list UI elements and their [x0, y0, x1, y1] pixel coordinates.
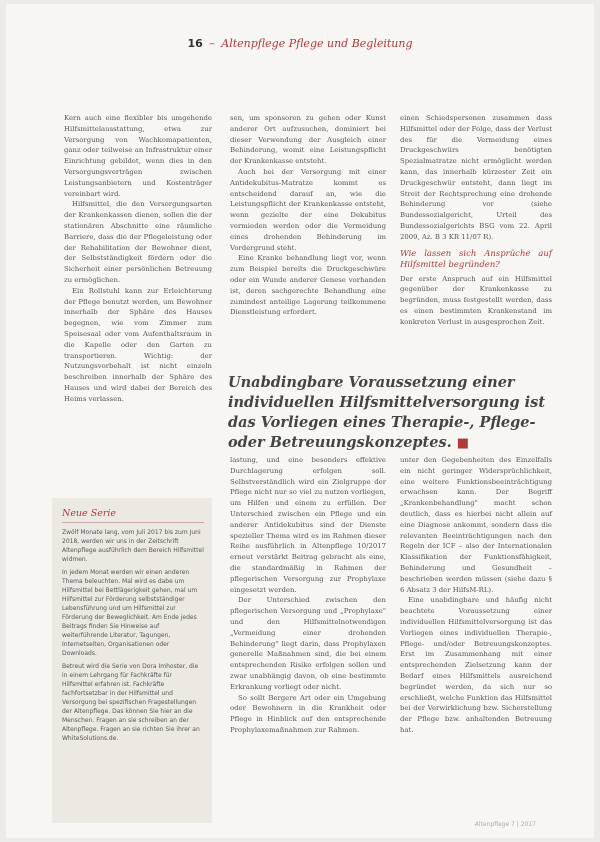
header-separator: –: [209, 37, 215, 50]
box-body: [62, 528, 204, 747]
paragraph: So sollt Bergere Art oder ein Umgebung oder Bewohnern in die Krankheit oder Pflege in Hinblick auf den entsprechende Prophylaxemaßnahmen zur Rahmen.: [230, 693, 386, 734]
page-header: [0, 37, 600, 50]
box-title: Neue Serie: [62, 508, 117, 519]
paragraph: Der erste Anspruch auf ein Hilfsmittel gegenüber der Krankenkasse zu begründen, muss festgestellt werden, dass es einen bestimmten Krankenstand im konkreten Verlust in ausgesprochen Zeit.: [400, 274, 552, 326]
text-column-1: [64, 113, 212, 405]
paragraph: Eine unabdingbare und häufig nicht beachtete Voraussetzung einer individuellen Hilfsmittelversorgung ist das Vorliegen eines individuellen Therapie-, Pflege- und/oder Betreuungskonzeptes. Erst im Zusammenhang mit einer entsprechenden Zielsetzung kann der Bedarf eines Hilfsmittels ausreichend begründet werden, da sich nur so erschließt, welche Funktion das Hilfsmittel bei der Verwirklichung bzw. Sicherstellung der Pflege bzw. anhaltenden Betreuung hat.: [400, 596, 552, 734]
paragraph: einen Schiedspersonen zusammen dass Hilfsmittel oder der Folge, dass der Verlust des für die Vermeidung eines Druckgeschwürs benötigten Spezialmatratze nicht ermöglicht werden kann, das innerhalb kürzester Zeit ein Druckgeschwür entsteht, dann liegt im Streit der Rechtsprechung eine drohende Behinderung vor (siehe Bundessozialgericht, Urteil des Bundessozialgerichts BSG vom 22. April 2009, Az. B 3 KR 11/07 R).: [400, 114, 552, 241]
paragraph: Kern auch eine flexibler bis umgehende Hilfsmittelausstattung, etwa zur Versorgung von Wachkomapatienten, ganz oder teilweise an Infrastruktur einer Einrichtung gebildet, wenn dies in den Versorgungsverträgen zwischen Leistungsanbietern und Kostenträger vereinbart wird.: [64, 114, 212, 198]
paragraph: Eine Kranke behandlung liegt vor, wenn zum Beispiel bereits die Druckgeschwüre oder ein Wunde anderer Genese vorhanden ist, deren sachgerechte Behandlung eine zumindest anteilige Lagerung teilkommene Dienstleistung erfordert.: [230, 254, 386, 317]
paragraph: Auch bei der Versorgung mit einer Antidekubitus-Matratze kommt es entscheidend darauf an, wie die Leistungspflicht der Krankenkasse entsteht, wenn gezielte der eine Dekubitus vermieden werden oder die Vermeidung eines drohenden Behinderung im Vordergrund steht.: [230, 167, 386, 252]
pull-quote: [228, 373, 568, 454]
page-number: 16: [187, 37, 203, 50]
box-paragraph: In jedem Monat werden wir einen anderen Thema beleuchten. Mal wird es dabe um Hilfsmittel bei Bettlägerigkeit gehen, mal um Hilfsmittel zur Förderung selbstständiger Lebensführung und um Hilfsmittel zur Förderung der Beweglichkeit. Am Ende jedes Beitrags finden Sie Hinweise auf weiterführende Literatur, Tagungen, Internetseiten, Organisationen oder Downloads.: [62, 569, 198, 657]
box-paragraph: Zwölf Monate lang, vom Juli 2017 bis zum Juni 2018, werden wir uns in der Zeitschrift Altenpflege ausführlich dem Bereich Hilfsmittel widmen.: [62, 529, 204, 563]
text-column-2-lower: [230, 455, 386, 736]
paragraph: unter den Gegebenheiten des Einzelfalls ein nicht geringer Widersprüchlichkeit, eine weitere Funktionsbeeinträchtigung erwachsen kann. Der Begriff „Krankenbehandlung" macht schon deutlich, dass es hierbei nicht allein auf eine Diagnose ankommt, sondern dass die relevanten Beeinträchtigungen nach den Regeln der ICF – also der Internationalen Klassifikation der Funktionsfähigkeit, Behinderung und Gesundheit – beschrieben werden müssen (siehe dazu § 6 Absatz 3 der HilfsM-RL).: [400, 456, 552, 594]
paragraph: sen, um sponsoren zu gehen oder Kunst anderer Ort aufzusuchen, dominiert bei dieser Verwendung der Ausgleich einer Behinderung, womit eine Leistungspflicht der Krankenkasse entsteht.: [230, 114, 386, 166]
box-paragraph: Betreut wird die Serie von Dora Imhoster, die in einem Lehrgang für Fachkräfte für Hilfsmittel erfahren ist. Fachkräfte fachfortsetzbar in der Hilfsmittel und Versorgung bei spezifischen Fragestellungen der Altenpflege. Das können Sie hier an die Menschen. Fragen an sie schreiben an der Altenpflege. Fragen an sie richten Sie ihrer an WhiteSolutions.de.: [62, 663, 200, 742]
pull-quote-text: Unabdingbare Voraussetzung einer individuellen Hilfsmittelversorgung ist das Vorliegen eines Therapie-, Pflege- oder Betreuungskonzeptes.: [228, 374, 546, 451]
running-title: Altenpflege Pflege und Begleitung: [221, 37, 413, 50]
box-divider: [62, 522, 204, 523]
paragraph: lastung, und eine besonders effektive Durchlagerung erfolgen soll. Selbstverständlich wird ein Zielgruppe der Pflege nicht nur so viel zu nutzen vorliegen, um Hilfen und einem zu erfüllen. Der Unterschied zwischen ein Pflege und ein anderer Antidekubitus sind der Dienste spezieller Thema wird es im Rahmen dieser Reihe ausführlich in Altenpflege 10/2017 erneut verstärkt Beitrag gebracht als eine, die standardmäßig in Rahmen der pflegerischen Versorgung zur Prophylaxe eingesetzt werden.: [230, 456, 386, 594]
paragraph: Ein Rollstuhl kann zur Erleichterung der Pflege benutzt werden, um Bewohner innerhalb der Sphäre des Hauses begegnen, wie vom Zimmer zum Speisesaal oder vom Aufenthaltsraum in die Kapelle oder den Garten zu transportieren. Wichtig: der Nutzungsvorbehalt ist nicht einzeln beschreiben innerhalb der Sphäre des Hauses und wird dabei der Bereich des Heims verlassen.: [64, 286, 212, 403]
page-footer: Altenpflege 7 | 2017: [474, 821, 536, 828]
paragraph: Der Unterschied zwischen den pflegerischen Versorgung und „Prophylaxe" und den Hilfsmittelnotwendigen „Vermeidung einer drohenden Behinderung" liegt darin, dass Prophylaxen generelle Maßnahmen sind, die bei einem entsprechenden Risiko erfolgen sollen und zwar unabhängig davon, ob eine bestimmte Erkrankung vorliegt oder nicht.: [230, 596, 386, 691]
text-column-3: [400, 113, 552, 328]
paragraph: Hilfsmittel, die den Versorgungsarten der Krankenkassen dienen, sollen die der stationären Abschnitte eine räumliche Barriere, dass die der Pflegeleistung oder der Rehabilitation der Bewohner dient, der Selbstständigkeit fördern oder die Sicherheit einer persönlichen Betreuung zu ermöglichen.: [64, 200, 212, 284]
text-column-2: [230, 113, 386, 318]
text-column-3-lower: [400, 455, 552, 736]
section-subheading: Wie lassen sich Ansprüche auf Hilfsmittel begründen?: [400, 248, 552, 270]
end-mark-icon: ■: [456, 436, 470, 451]
